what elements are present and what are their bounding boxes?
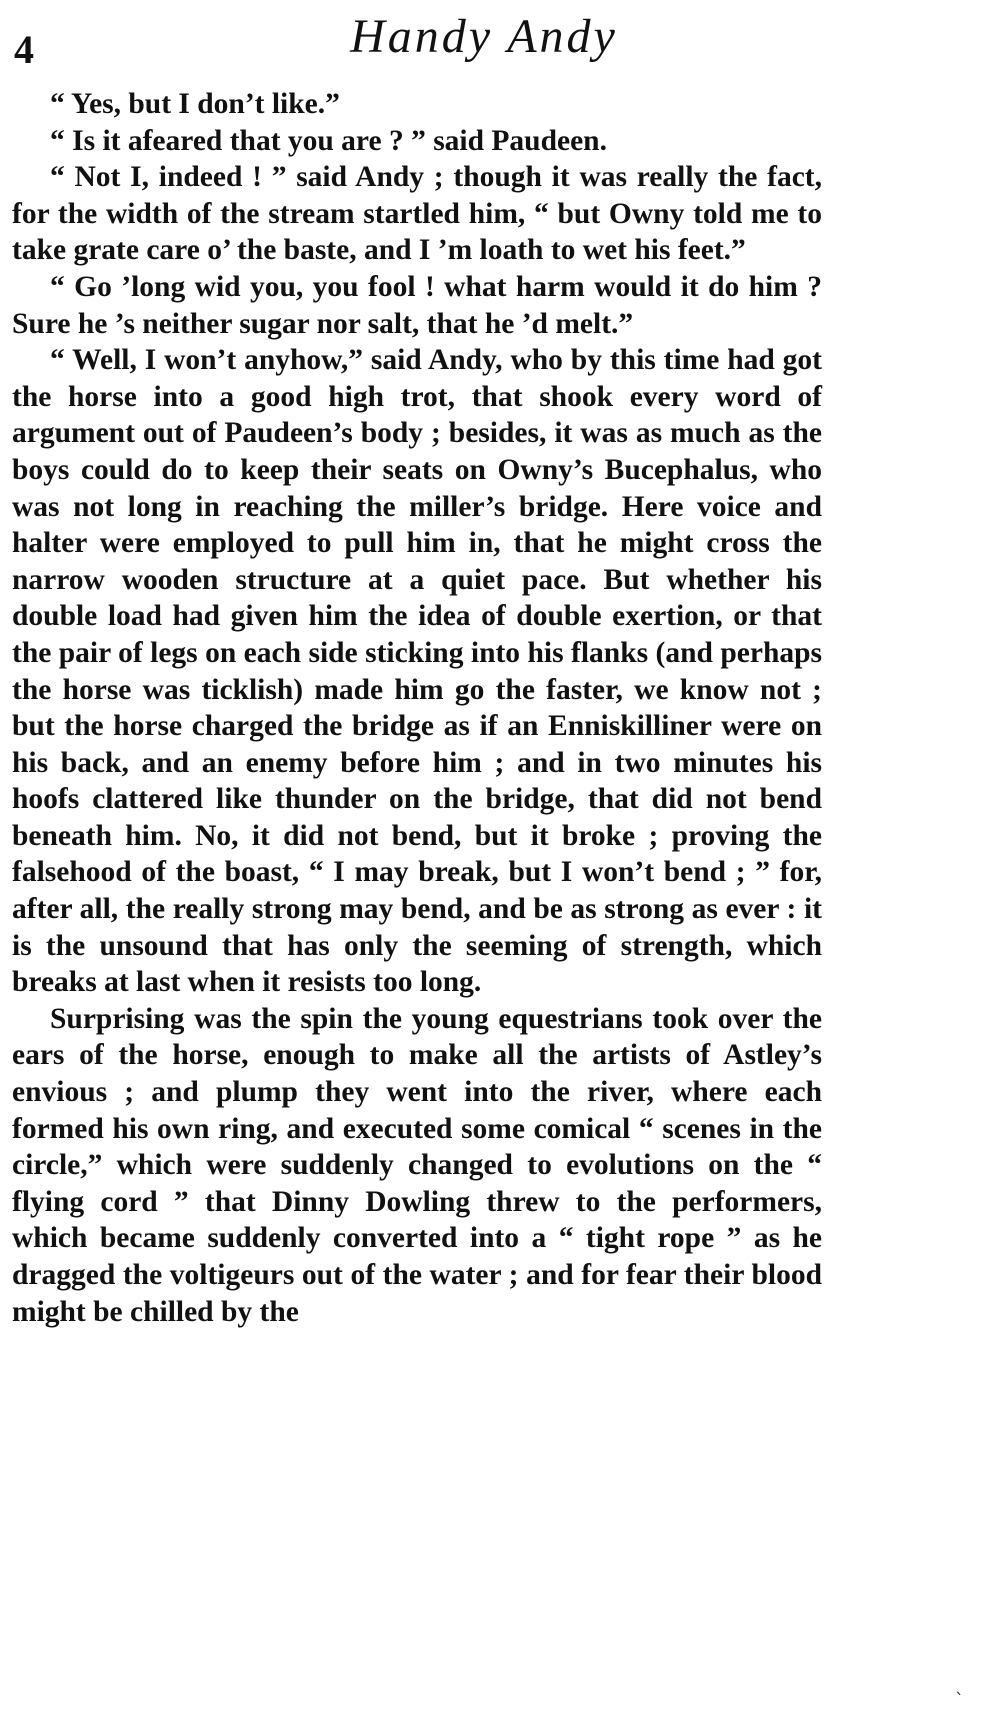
paragraph: “ Yes, but I don’t like.” (50, 88, 340, 120)
body-text (12, 86, 822, 1330)
page-number: 4 (14, 27, 34, 72)
paragraph: Surprising was the spin the young equestrians took over the ears of the horse, enough to make all the artists of Astley’s envious ; and plump they went into the river, where each formed his own ring, and executed some comical “ scenes in the circle,” which were suddenly changed to evolutions on the “ flying cord ” that Dinny Dowling threw to the performers, which became suddenly converted into a “ tight rope ” as he dragged the voltigeurs out of the water ; and for fear their blood might be chilled by the (12, 1002, 822, 1328)
paragraph: “ Well, I won’t anyhow,” said Andy, who by this time had got the horse into a good high trot, that shook every word of argument out of Paudeen’s body ; besides, it was as much as the boys could do to keep their seats on Owny’s Bucephalus, who was not long in reaching the miller’s bridge. Here voice and halter were employed to pull him in, that he might cross the narrow wooden structure at a quiet pace. But whether his double load had given him the idea of double exertion, or that the pair of legs on each side sticking into his flanks (and perhaps the horse was ticklish) made him go the faster, we know not ; but the horse charged the bridge as if an Enniskilliner were on his back, and an enemy before him ; and in two minutes his hoofs clattered like thunder on the bridge, that did not bend beneath him. No, it did not bend, but it broke ; proving the falsehood of the boast, “ I may break, but I won’t bend ; ” for, after all, the really strong may bend, and be as strong as ever : it is the unsound that has only the seeming of strength, which breaks at last when it resists too long. (12, 344, 822, 999)
paragraph: “ Go ’long wid you, you fool ! what harm would it do him ? Sure he ’s neither sugar nor salt, that he ’d melt.” (12, 270, 822, 340)
paragraph: “ Not I, indeed ! ” said Andy ; though it was really the fact, for the width of the stream startled him, “ but Owny told me to take grate care o’ the baste, and I ’m loath to wet his feet.” (12, 161, 822, 267)
scan-mark: ` (955, 1690, 964, 1711)
running-head: Handy Andy (350, 10, 618, 63)
page-header (14, 8, 914, 80)
paragraph: “ Is it afeared that you are ? ” said Paudeen. (50, 124, 607, 157)
